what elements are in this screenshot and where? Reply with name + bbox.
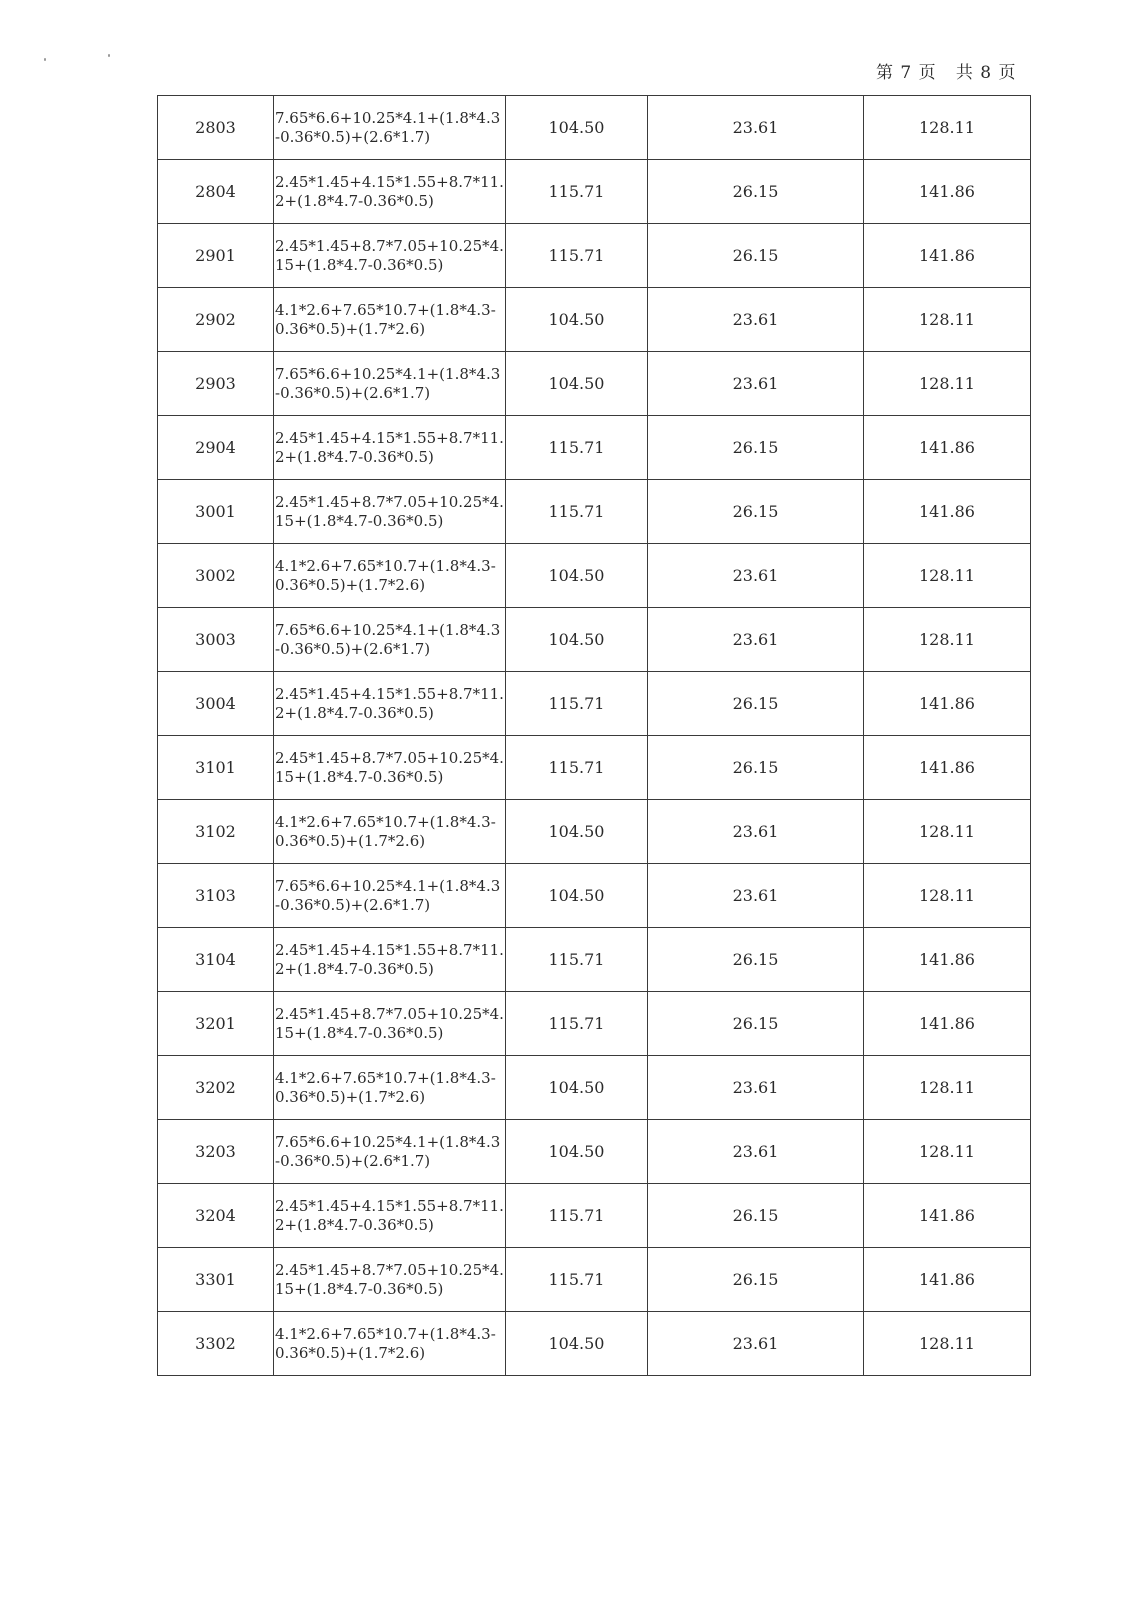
inner-area-cell: 115.71 (506, 416, 648, 480)
table-row (158, 992, 1031, 1056)
inner-area-cell: 115.71 (506, 160, 648, 224)
shared-area-cell: 26.15 (648, 736, 864, 800)
area-formula-cell: 7.65*6.6+10.25*4.1+(1.8*4.3-0.36*0.5)+(2.6*1.7) (274, 96, 506, 160)
total-area-cell: 141.86 (864, 1248, 1031, 1312)
area-formula-cell: 4.1*2.6+7.65*10.7+(1.8*4.3-0.36*0.5)+(1.7*2.6) (274, 544, 506, 608)
table-row (158, 288, 1031, 352)
shared-area-cell: 23.61 (648, 544, 864, 608)
total-area-cell: 141.86 (864, 928, 1031, 992)
unit-number-cell: 3104 (158, 928, 274, 992)
table-row (158, 480, 1031, 544)
shared-area-cell: 23.61 (648, 1120, 864, 1184)
shared-area-cell: 23.61 (648, 608, 864, 672)
shared-area-cell: 23.61 (648, 96, 864, 160)
table-row (158, 1056, 1031, 1120)
shared-area-cell: 26.15 (648, 160, 864, 224)
table-row (158, 1248, 1031, 1312)
shared-area-cell: 23.61 (648, 1056, 864, 1120)
inner-area-cell: 104.50 (506, 96, 648, 160)
unit-number-cell: 3002 (158, 544, 274, 608)
total-area-cell: 141.86 (864, 480, 1031, 544)
unit-number-cell: 3201 (158, 992, 274, 1056)
scan-speck (44, 58, 46, 61)
inner-area-cell: 115.71 (506, 992, 648, 1056)
shared-area-cell: 26.15 (648, 1248, 864, 1312)
total-area-cell: 128.11 (864, 288, 1031, 352)
shared-area-cell: 26.15 (648, 928, 864, 992)
unit-number-cell: 3102 (158, 800, 274, 864)
total-area-cell: 128.11 (864, 1056, 1031, 1120)
inner-area-cell: 115.71 (506, 928, 648, 992)
inner-area-cell: 104.50 (506, 288, 648, 352)
inner-area-cell: 115.71 (506, 224, 648, 288)
inner-area-cell: 104.50 (506, 864, 648, 928)
shared-area-cell: 23.61 (648, 800, 864, 864)
table-row (158, 96, 1031, 160)
area-formula-cell: 7.65*6.6+10.25*4.1+(1.8*4.3-0.36*0.5)+(2.6*1.7) (274, 1120, 506, 1184)
shared-area-cell: 23.61 (648, 1312, 864, 1376)
table-body (158, 96, 1031, 1376)
area-formula-cell: 7.65*6.6+10.25*4.1+(1.8*4.3-0.36*0.5)+(2.6*1.7) (274, 608, 506, 672)
unit-number-cell: 2902 (158, 288, 274, 352)
inner-area-cell: 115.71 (506, 1248, 648, 1312)
total-area-cell: 141.86 (864, 1184, 1031, 1248)
total-area-cell: 128.11 (864, 1120, 1031, 1184)
total-area-cell: 141.86 (864, 992, 1031, 1056)
total-area-cell: 128.11 (864, 352, 1031, 416)
table-row (158, 1312, 1031, 1376)
unit-number-cell: 2903 (158, 352, 274, 416)
table-row (158, 928, 1031, 992)
area-formula-cell: 2.45*1.45+4.15*1.55+8.7*11.2+(1.8*4.7-0.36*0.5) (274, 672, 506, 736)
area-formula-cell: 4.1*2.6+7.65*10.7+(1.8*4.3-0.36*0.5)+(1.7*2.6) (274, 1056, 506, 1120)
total-area-cell: 141.86 (864, 736, 1031, 800)
unit-number-cell: 2803 (158, 96, 274, 160)
inner-area-cell: 104.50 (506, 800, 648, 864)
table-row (158, 1120, 1031, 1184)
inner-area-cell: 104.50 (506, 352, 648, 416)
unit-number-cell: 3101 (158, 736, 274, 800)
unit-number-cell: 3004 (158, 672, 274, 736)
unit-number-cell: 3301 (158, 1248, 274, 1312)
area-formula-cell: 7.65*6.6+10.25*4.1+(1.8*4.3-0.36*0.5)+(2.6*1.7) (274, 864, 506, 928)
inner-area-cell: 115.71 (506, 1184, 648, 1248)
total-area-cell: 128.11 (864, 864, 1031, 928)
area-formula-cell: 2.45*1.45+8.7*7.05+10.25*4.15+(1.8*4.7-0.36*0.5) (274, 736, 506, 800)
area-formula-cell: 2.45*1.45+8.7*7.05+10.25*4.15+(1.8*4.7-0.36*0.5) (274, 224, 506, 288)
shared-area-cell: 26.15 (648, 992, 864, 1056)
area-formula-cell: 2.45*1.45+8.7*7.05+10.25*4.15+(1.8*4.7-0.36*0.5) (274, 1248, 506, 1312)
shared-area-cell: 26.15 (648, 1184, 864, 1248)
table-row (158, 352, 1031, 416)
total-area-cell: 128.11 (864, 608, 1031, 672)
scan-speck (108, 54, 110, 57)
inner-area-cell: 115.71 (506, 480, 648, 544)
table-row (158, 672, 1031, 736)
inner-area-cell: 115.71 (506, 736, 648, 800)
unit-number-cell: 3003 (158, 608, 274, 672)
total-area-cell: 141.86 (864, 416, 1031, 480)
table-row (158, 736, 1031, 800)
table-row (158, 864, 1031, 928)
area-formula-cell: 4.1*2.6+7.65*10.7+(1.8*4.3-0.36*0.5)+(1.7*2.6) (274, 800, 506, 864)
total-area-cell: 141.86 (864, 160, 1031, 224)
table-row (158, 160, 1031, 224)
inner-area-cell: 115.71 (506, 672, 648, 736)
total-area-cell: 128.11 (864, 544, 1031, 608)
table-row (158, 608, 1031, 672)
unit-number-cell: 2901 (158, 224, 274, 288)
unit-number-cell: 2904 (158, 416, 274, 480)
unit-number-cell: 3202 (158, 1056, 274, 1120)
unit-number-cell: 3302 (158, 1312, 274, 1376)
total-area-cell: 128.11 (864, 96, 1031, 160)
inner-area-cell: 104.50 (506, 1120, 648, 1184)
table-row (158, 544, 1031, 608)
inner-area-cell: 104.50 (506, 544, 648, 608)
area-formula-cell: 2.45*1.45+4.15*1.55+8.7*11.2+(1.8*4.7-0.36*0.5) (274, 928, 506, 992)
unit-number-cell: 3204 (158, 1184, 274, 1248)
unit-number-cell: 3203 (158, 1120, 274, 1184)
shared-area-cell: 23.61 (648, 288, 864, 352)
area-table (157, 95, 1031, 1376)
unit-number-cell: 3103 (158, 864, 274, 928)
area-formula-cell: 4.1*2.6+7.65*10.7+(1.8*4.3-0.36*0.5)+(1.7*2.6) (274, 1312, 506, 1376)
total-area-cell: 128.11 (864, 800, 1031, 864)
area-formula-cell: 2.45*1.45+4.15*1.55+8.7*11.2+(1.8*4.7-0.36*0.5) (274, 160, 506, 224)
shared-area-cell: 23.61 (648, 864, 864, 928)
table-row (158, 1184, 1031, 1248)
table-row (158, 224, 1031, 288)
inner-area-cell: 104.50 (506, 608, 648, 672)
unit-number-cell: 3001 (158, 480, 274, 544)
total-area-cell: 141.86 (864, 224, 1031, 288)
inner-area-cell: 104.50 (506, 1312, 648, 1376)
shared-area-cell: 26.15 (648, 224, 864, 288)
shared-area-cell: 23.61 (648, 352, 864, 416)
total-area-cell: 128.11 (864, 1312, 1031, 1376)
total-area-cell: 141.86 (864, 672, 1031, 736)
area-formula-cell: 2.45*1.45+8.7*7.05+10.25*4.15+(1.8*4.7-0.36*0.5) (274, 480, 506, 544)
page-number-label: 第 7 页 共 8 页 (876, 63, 1017, 83)
unit-number-cell: 2804 (158, 160, 274, 224)
inner-area-cell: 104.50 (506, 1056, 648, 1120)
area-formula-cell: 2.45*1.45+4.15*1.55+8.7*11.2+(1.8*4.7-0.36*0.5) (274, 416, 506, 480)
area-formula-cell: 2.45*1.45+4.15*1.55+8.7*11.2+(1.8*4.7-0.36*0.5) (274, 1184, 506, 1248)
shared-area-cell: 26.15 (648, 672, 864, 736)
area-formula-cell: 7.65*6.6+10.25*4.1+(1.8*4.3-0.36*0.5)+(2.6*1.7) (274, 352, 506, 416)
table-row (158, 800, 1031, 864)
area-formula-cell: 2.45*1.45+8.7*7.05+10.25*4.15+(1.8*4.7-0.36*0.5) (274, 992, 506, 1056)
shared-area-cell: 26.15 (648, 480, 864, 544)
shared-area-cell: 26.15 (648, 416, 864, 480)
area-formula-cell: 4.1*2.6+7.65*10.7+(1.8*4.3-0.36*0.5)+(1.7*2.6) (274, 288, 506, 352)
table-row (158, 416, 1031, 480)
